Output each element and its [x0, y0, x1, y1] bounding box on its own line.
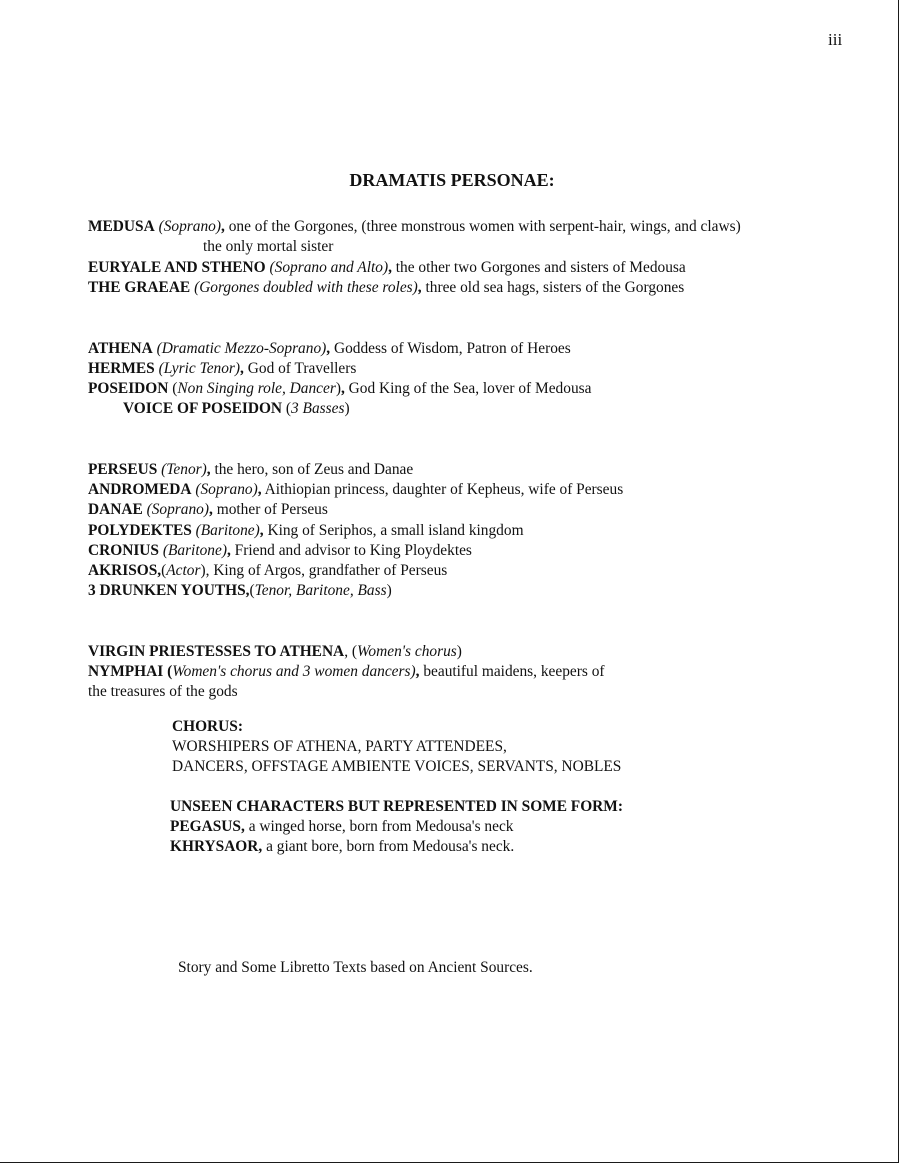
character-perseus: [88, 460, 413, 480]
character-name: VIRGIN PRIESTESSES TO ATHENA: [88, 643, 345, 660]
voice-type: (Soprano): [195, 481, 258, 498]
voice-type: Women's chorus: [357, 643, 457, 660]
character-name: ATHENA: [88, 340, 153, 357]
character-graeae: [88, 278, 684, 298]
chorus-heading: CHORUS:: [172, 718, 243, 735]
paren-close: ): [335, 380, 341, 397]
paren-close: ): [344, 400, 350, 417]
page-number: iii: [828, 30, 843, 49]
unseen-pegasus: [170, 817, 513, 837]
voice-type: 3 Basses: [291, 400, 345, 417]
character-voice-of-poseidon: [123, 399, 350, 419]
chorus-line-2: DANCERS, OFFSTAGE AMBIENTE VOICES, SERVANTS, NOBLES: [172, 758, 622, 775]
voice-type: Tenor, Baritone, Bass: [254, 582, 387, 599]
paren-open: (: [161, 562, 167, 579]
character-name: CRONIUS: [88, 542, 159, 559]
character-name: ANDROMEDA: [88, 481, 192, 498]
character-priestesses: [88, 642, 462, 662]
separator: ,: [206, 461, 211, 478]
paren-close: ): [386, 582, 392, 599]
paren-close: ): [200, 562, 206, 579]
character-akrisos: [88, 561, 447, 581]
paren-open: (: [249, 582, 255, 599]
voice-type: (Soprano): [158, 218, 221, 235]
character-cronius: [88, 541, 472, 561]
character-drunken-youths: [88, 581, 392, 601]
source-credits: Story and Some Libretto Texts based on Ancient Sources.: [178, 959, 533, 976]
chorus-line-1: WORSHIPERS OF ATHENA, PARTY ATTENDEES,: [172, 738, 507, 755]
voice-type: (Lyric Tenor): [158, 360, 241, 377]
character-description: one of the Gorgones, (three monstrous women with serpent-hair, wings, and claws): [224, 218, 741, 235]
separator: ,: [388, 259, 392, 276]
character-description: the hero, son of Zeus and Danae: [210, 461, 414, 478]
voice-type: (Soprano): [146, 501, 210, 518]
character-athena: [88, 339, 571, 359]
character-medusa-continued: the only mortal sister: [203, 238, 334, 255]
character-description: a giant bore, born from Medousa's neck.: [262, 838, 515, 855]
separator: ,: [226, 542, 231, 559]
character-description: God of Travellers: [243, 360, 357, 377]
character-nymphai: [88, 662, 605, 682]
character-name: HERMES: [88, 360, 155, 377]
character-name: KHRYSAOR,: [170, 838, 263, 855]
character-description: God King of the Sea, lover of Medousa: [344, 380, 592, 397]
separator: ,: [209, 501, 213, 518]
character-name: POSEIDON: [88, 380, 169, 397]
unseen-heading: UNSEEN CHARACTERS BUT REPRESENTED IN SOME FORM:: [170, 798, 623, 815]
character-andromeda: [88, 480, 623, 500]
character-description: the other two Gorgones and sisters of Medousa: [391, 259, 686, 276]
character-name: AKRISOS,: [88, 562, 162, 579]
character-name: NYMPHAI (: [88, 663, 173, 680]
paren-open: (: [282, 400, 292, 417]
character-name: PEGASUS,: [170, 818, 245, 835]
voice-type: Actor: [166, 562, 201, 579]
character-name: VOICE OF POSEIDON: [123, 400, 283, 417]
voice-type: (Dramatic Mezzo-Soprano): [156, 340, 327, 357]
separator: ,: [220, 218, 225, 235]
unseen-khrysaor: [170, 837, 514, 857]
character-danae: [88, 500, 328, 520]
character-polydektes: [88, 521, 524, 541]
separator: ,: [259, 522, 264, 539]
voice-type: Women's chorus and 3 women dancers): [172, 663, 416, 680]
character-description: , King of Argos, grandfather of Perseus: [205, 562, 448, 579]
voice-type: (Baritone): [195, 522, 260, 539]
character-name: PERSEUS: [88, 461, 158, 478]
paren-close: ): [456, 643, 462, 660]
voice-type: Non Singing role, Dancer: [177, 380, 336, 397]
voice-type: (Soprano and Alto): [269, 259, 389, 276]
voice-type: (Tenor): [161, 461, 207, 478]
separator: ,: [326, 340, 331, 357]
character-name: THE GRAEAE: [88, 279, 191, 296]
voice-type: (Gorgones doubled with these roles): [194, 279, 418, 296]
character-description: mother of Perseus: [212, 501, 328, 518]
character-description: three old sea hags, sisters of the Gorgones: [421, 279, 685, 296]
character-poseidon: [88, 379, 591, 399]
character-description: a winged horse, born from Medousa's neck: [244, 818, 514, 835]
character-description: Friend and advisor to King Ploydektes: [230, 542, 472, 559]
separator: ,: [415, 663, 420, 680]
character-name: DANAE: [88, 501, 143, 518]
character-description: Goddess of Wisdom, Patron of Heroes: [330, 340, 571, 357]
character-name: 3 DRUNKEN YOUTHS,: [88, 582, 250, 599]
character-medusa: [88, 217, 741, 237]
character-description: beautiful maidens, keepers of: [419, 663, 605, 680]
separator: ,: [340, 380, 345, 397]
character-hermes: [88, 359, 356, 379]
character-euryale-stheno: [88, 258, 686, 278]
separator: ,: [257, 481, 262, 498]
character-name: EURYALE AND STHENO: [88, 259, 266, 276]
separator: ,: [240, 360, 244, 377]
voice-type: (Baritone): [162, 542, 227, 559]
separator: ,: [417, 279, 422, 296]
paren-open: (: [168, 380, 178, 397]
character-nymphai-continued: the treasures of the gods: [88, 683, 238, 700]
paren-open: , (: [344, 643, 358, 660]
character-description: Aithiopian princess, daughter of Kepheus, wife of Perseus: [261, 481, 624, 498]
page-title: DRAMATIS PERSONAE:: [349, 170, 555, 190]
character-name: POLYDEKTES: [88, 522, 192, 539]
character-name: MEDUSA: [88, 218, 155, 235]
character-description: King of Seriphos, a small island kingdom: [263, 522, 524, 539]
